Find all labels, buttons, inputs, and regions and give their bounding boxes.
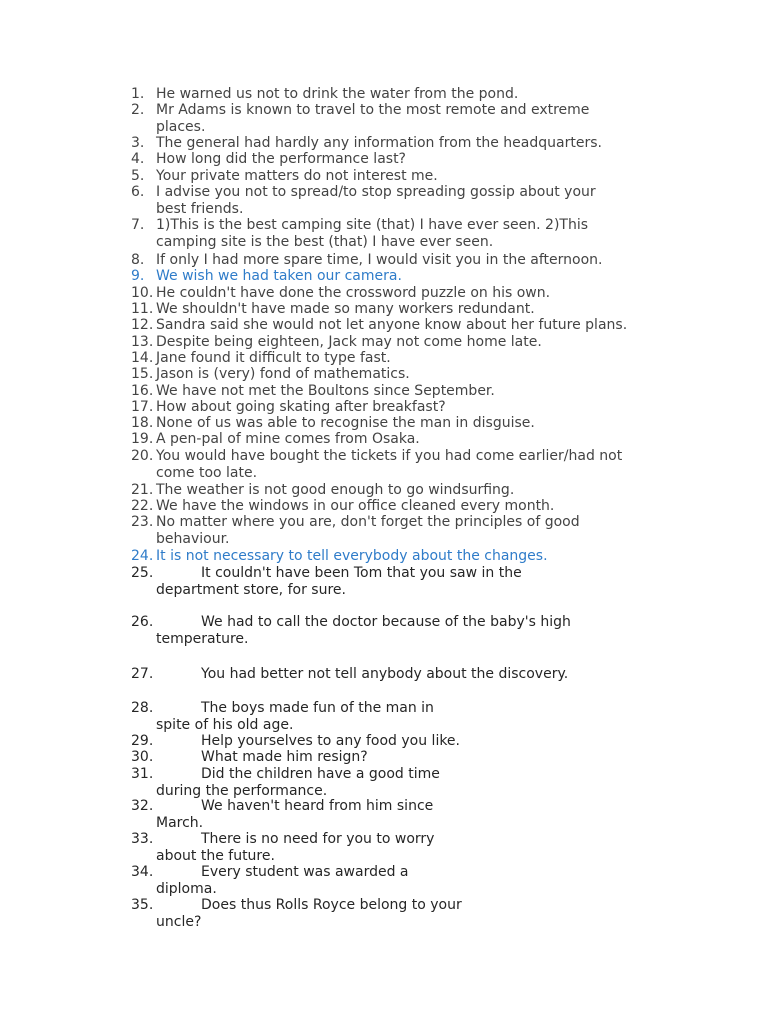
item-text: about the future. xyxy=(156,847,275,864)
list-item xyxy=(131,317,678,334)
item-text: spite of his old age. xyxy=(156,716,294,733)
list-item-continuation xyxy=(131,201,678,218)
list-item xyxy=(131,86,678,103)
item-number: 7. xyxy=(131,217,145,233)
list-item xyxy=(131,135,678,152)
list-item xyxy=(131,614,678,631)
item-number: 8. xyxy=(131,252,145,268)
item-number: 14. xyxy=(131,350,154,366)
list-item xyxy=(131,431,678,448)
item-text: He couldn't have done the crossword puzzle on his own. xyxy=(156,285,551,301)
list-item xyxy=(131,399,678,416)
item-text: It is not necessary to tell everybody about the changes. xyxy=(156,548,548,564)
list-item xyxy=(131,482,678,499)
list-item-continuation xyxy=(131,531,678,548)
item-text: temperature. xyxy=(156,630,249,647)
item-text: places. xyxy=(156,118,206,135)
item-number: 11. xyxy=(131,301,154,317)
item-number: 27. xyxy=(131,666,154,682)
list-item xyxy=(131,548,678,565)
item-text: We haven't heard from him since xyxy=(201,798,434,814)
list-item xyxy=(131,102,678,119)
list-item xyxy=(131,217,678,234)
item-text: 1)This is the best camping site (that) I have ever seen. 2)This xyxy=(156,217,589,233)
list-item-continuation xyxy=(131,234,678,251)
list-item xyxy=(131,831,678,848)
item-number: 15. xyxy=(131,366,154,382)
list-item xyxy=(131,798,678,815)
item-number: 32. xyxy=(131,798,154,814)
item-number: 17. xyxy=(131,399,154,415)
item-text: Your private matters do not interest me. xyxy=(156,168,438,184)
item-text: during the performance. xyxy=(156,782,328,799)
item-number: 19. xyxy=(131,431,154,447)
item-text: I advise you not to spread/to stop spreading gossip about your xyxy=(156,184,596,200)
item-text: No matter where you are, don't forget the principles of good xyxy=(156,514,580,530)
item-text: Sandra said she would not let anyone know about her future plans. xyxy=(156,317,628,333)
item-text: Did the children have a good time xyxy=(201,766,440,782)
list-item xyxy=(131,301,678,318)
item-text: The general had hardly any information from the headquarters. xyxy=(156,135,602,151)
item-text: Despite being eighteen, Jack may not come home late. xyxy=(156,334,542,350)
list-item xyxy=(131,334,678,351)
item-number: 31. xyxy=(131,766,154,782)
list-item-continuation xyxy=(131,631,678,648)
list-item xyxy=(131,733,678,750)
list-item-continuation xyxy=(131,848,678,865)
item-number: 18. xyxy=(131,415,154,431)
list-item xyxy=(131,415,678,432)
item-text: A pen-pal of mine comes from Osaka. xyxy=(156,431,420,447)
item-number: 12. xyxy=(131,317,154,333)
item-text: You had better not tell anybody about the discovery. xyxy=(201,666,569,682)
list-item-continuation xyxy=(131,465,678,482)
list-item xyxy=(131,383,678,400)
item-text: What made him resign? xyxy=(201,749,368,765)
item-text: It couldn't have been Tom that you saw in the xyxy=(201,565,522,581)
item-text: Help yourselves to any food you like. xyxy=(201,733,460,749)
item-text: Does thus Rolls Royce belong to your xyxy=(201,897,462,913)
item-number: 24. xyxy=(131,548,154,564)
item-text: He warned us not to drink the water from the pond. xyxy=(156,86,519,102)
item-number: 30. xyxy=(131,749,154,765)
item-text: come too late. xyxy=(156,464,258,481)
list-item xyxy=(131,749,678,766)
item-number: 25. xyxy=(131,565,154,581)
item-number: 23. xyxy=(131,514,154,530)
item-text: You would have bought the tickets if you had come earlier/had not xyxy=(156,448,623,464)
list-item xyxy=(131,184,678,201)
list-item xyxy=(131,350,678,367)
item-text: There is no need for you to worry xyxy=(201,831,435,847)
list-item-continuation xyxy=(131,914,678,931)
list-item xyxy=(131,285,678,302)
item-number: 35. xyxy=(131,897,154,913)
item-number: 22. xyxy=(131,498,154,514)
item-text: camping site is the best (that) I have ever seen. xyxy=(156,233,494,250)
item-text: The weather is not good enough to go windsurfing. xyxy=(156,482,515,498)
item-text: Jason is (very) fond of mathematics. xyxy=(156,366,410,382)
list-item-continuation xyxy=(131,582,678,599)
item-number: 6. xyxy=(131,184,145,200)
item-number: 3. xyxy=(131,135,145,151)
item-text: If only I had more spare time, I would visit you in the afternoon. xyxy=(156,252,603,268)
list-item-continuation xyxy=(131,783,678,800)
list-item-continuation xyxy=(131,881,678,898)
list-item-continuation xyxy=(131,815,678,832)
list-item xyxy=(131,897,678,914)
list-item xyxy=(131,168,678,185)
item-text: We have not met the Boultons since September. xyxy=(156,383,495,399)
item-number: 1. xyxy=(131,86,145,102)
item-number: 13. xyxy=(131,334,154,350)
list-item-continuation xyxy=(131,119,678,136)
item-number: 16. xyxy=(131,383,154,399)
list-item xyxy=(131,498,678,515)
item-number: 9. xyxy=(131,268,145,284)
item-number: 10. xyxy=(131,285,154,301)
list-item xyxy=(131,151,678,168)
item-number: 5. xyxy=(131,168,145,184)
item-text: best friends. xyxy=(156,200,244,217)
list-item xyxy=(131,565,678,582)
list-item xyxy=(131,666,678,683)
item-number: 2. xyxy=(131,102,145,118)
list-item xyxy=(131,252,678,269)
item-text: We have the windows in our office cleaned every month. xyxy=(156,498,555,514)
list-item xyxy=(131,766,678,783)
item-text: Jane found it difficult to type fast. xyxy=(156,350,391,366)
item-number: 33. xyxy=(131,831,154,847)
item-number: 29. xyxy=(131,733,154,749)
item-text: How long did the performance last? xyxy=(156,151,406,167)
item-number: 26. xyxy=(131,614,154,630)
item-number: 4. xyxy=(131,151,145,167)
list-item xyxy=(131,514,678,531)
item-text: Every student was awarded a xyxy=(201,864,409,880)
item-text: How about going skating after breakfast? xyxy=(156,399,446,415)
item-text: diploma. xyxy=(156,880,217,897)
list-item xyxy=(131,700,678,717)
item-text: We wish we had taken our camera. xyxy=(156,268,402,284)
item-text: Mr Adams is known to travel to the most remote and extreme xyxy=(156,102,590,118)
item-number: 28. xyxy=(131,700,154,716)
item-text: department store, for sure. xyxy=(156,581,346,598)
list-item-continuation xyxy=(131,717,678,734)
item-number: 34. xyxy=(131,864,154,880)
item-text: We had to call the doctor because of the baby's high xyxy=(201,614,571,630)
list-item xyxy=(131,864,678,881)
item-text: uncle? xyxy=(156,913,202,930)
list-item xyxy=(131,448,678,465)
item-text: March. xyxy=(156,814,204,831)
item-text: None of us was able to recognise the man in disguise. xyxy=(156,415,535,431)
item-text: behaviour. xyxy=(156,530,230,547)
list-item xyxy=(131,268,678,285)
list-item xyxy=(131,366,678,383)
item-number: 20. xyxy=(131,448,154,464)
item-number: 21. xyxy=(131,482,154,498)
item-text: The boys made fun of the man in xyxy=(201,700,434,716)
item-text: We shouldn't have made so many workers redundant. xyxy=(156,301,535,317)
